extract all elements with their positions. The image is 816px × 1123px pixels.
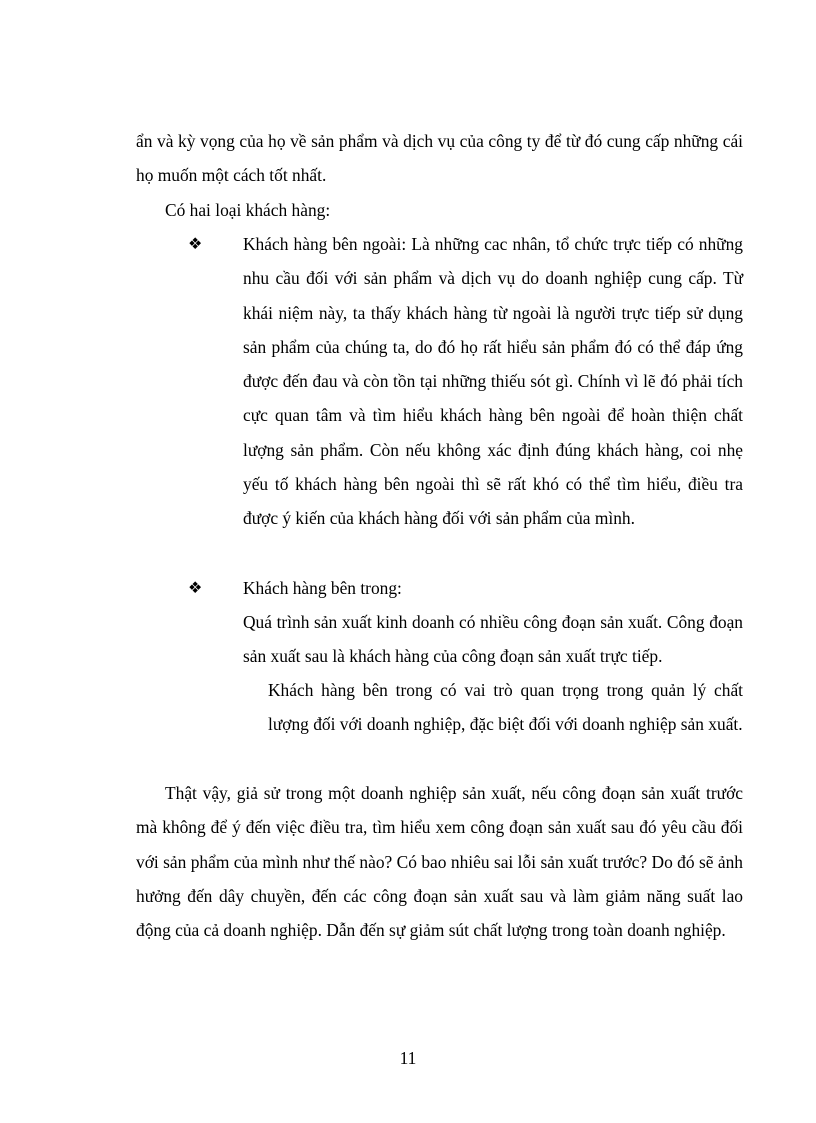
paragraph-internal-customers-title: Khách hàng bên trong:	[243, 578, 402, 598]
diamond-bullet-icon: ❖	[188, 234, 203, 253]
paragraph-intro: ẩn và kỳ vọng của họ về sản phẩm và dịch vụ của công ty để từ đó cung cấp những cái họ muốn một cách tốt nhất.	[136, 131, 743, 186]
paragraph-internal-customers-body: Quá trình sản xuất kinh doanh có nhiều công đoạn sản xuất. Công đoạn sản xuất sau là khách hàng của công đoạn sản xuất trực tiếp.	[243, 612, 743, 667]
diamond-bullet-icon: ❖	[188, 578, 203, 597]
page-number: 11	[399, 1048, 417, 1068]
paragraph-internal-customers-role: Khách hàng bên trong có vai trò quan trọng trong quản lý chất lượng đối với doanh nghiệp, đặc biệt đối với doanh nghiệp sản xuất.	[268, 680, 743, 735]
paragraph-indeed: Thật vậy, giả sử trong một doanh nghiệp sản xuất, nếu công đoạn sản xuất trước mà không để ý đến việc điều tra, tìm hiểu xem công đoạn sản xuất sau đó yêu cầu đối với sản phẩm của mình như thế nào? Có bao nhiêu sai lỗi sản xuất trước? Do đó sẽ ảnh hưởng đến dây chuyền, đến các công đoạn sản xuất sau và làm giảm năng suất lao động của cả doanh nghiệp. Dẫn đến sự giảm sút chất lượng trong toàn doanh nghiệp.	[136, 783, 743, 941]
paragraph-customer-types: Có hai loại khách hàng:	[165, 200, 331, 220]
paragraph-external-customers: Khách hàng bên ngoài: Là những cac nhân, tổ chức trực tiếp có những nhu cầu đối với sản phẩm và dịch vụ do doanh nghiệp cung cấp. Từ khái niệm này, ta thấy khách hàng từ ngoài là người trực tiếp sử dụng sản phẩm của chúng ta, do đó họ rất hiểu sản phẩm đó có thể đáp ứng được đến đau và còn tồn tại những thiếu sót gì. Chính vì lẽ đó phải tích cực quan tâm và tìm hiểu khách hàng bên ngoài để hoàn thiện chất lượng sản phẩm. Còn nếu không xác định đúng khách hàng, coi nhẹ yếu tố khách hàng bên ngoài thì sẽ rất khó có thể tìm hiểu, điều tra được ý kiến của khách hàng đối với sản phẩm của mình.	[243, 234, 743, 529]
